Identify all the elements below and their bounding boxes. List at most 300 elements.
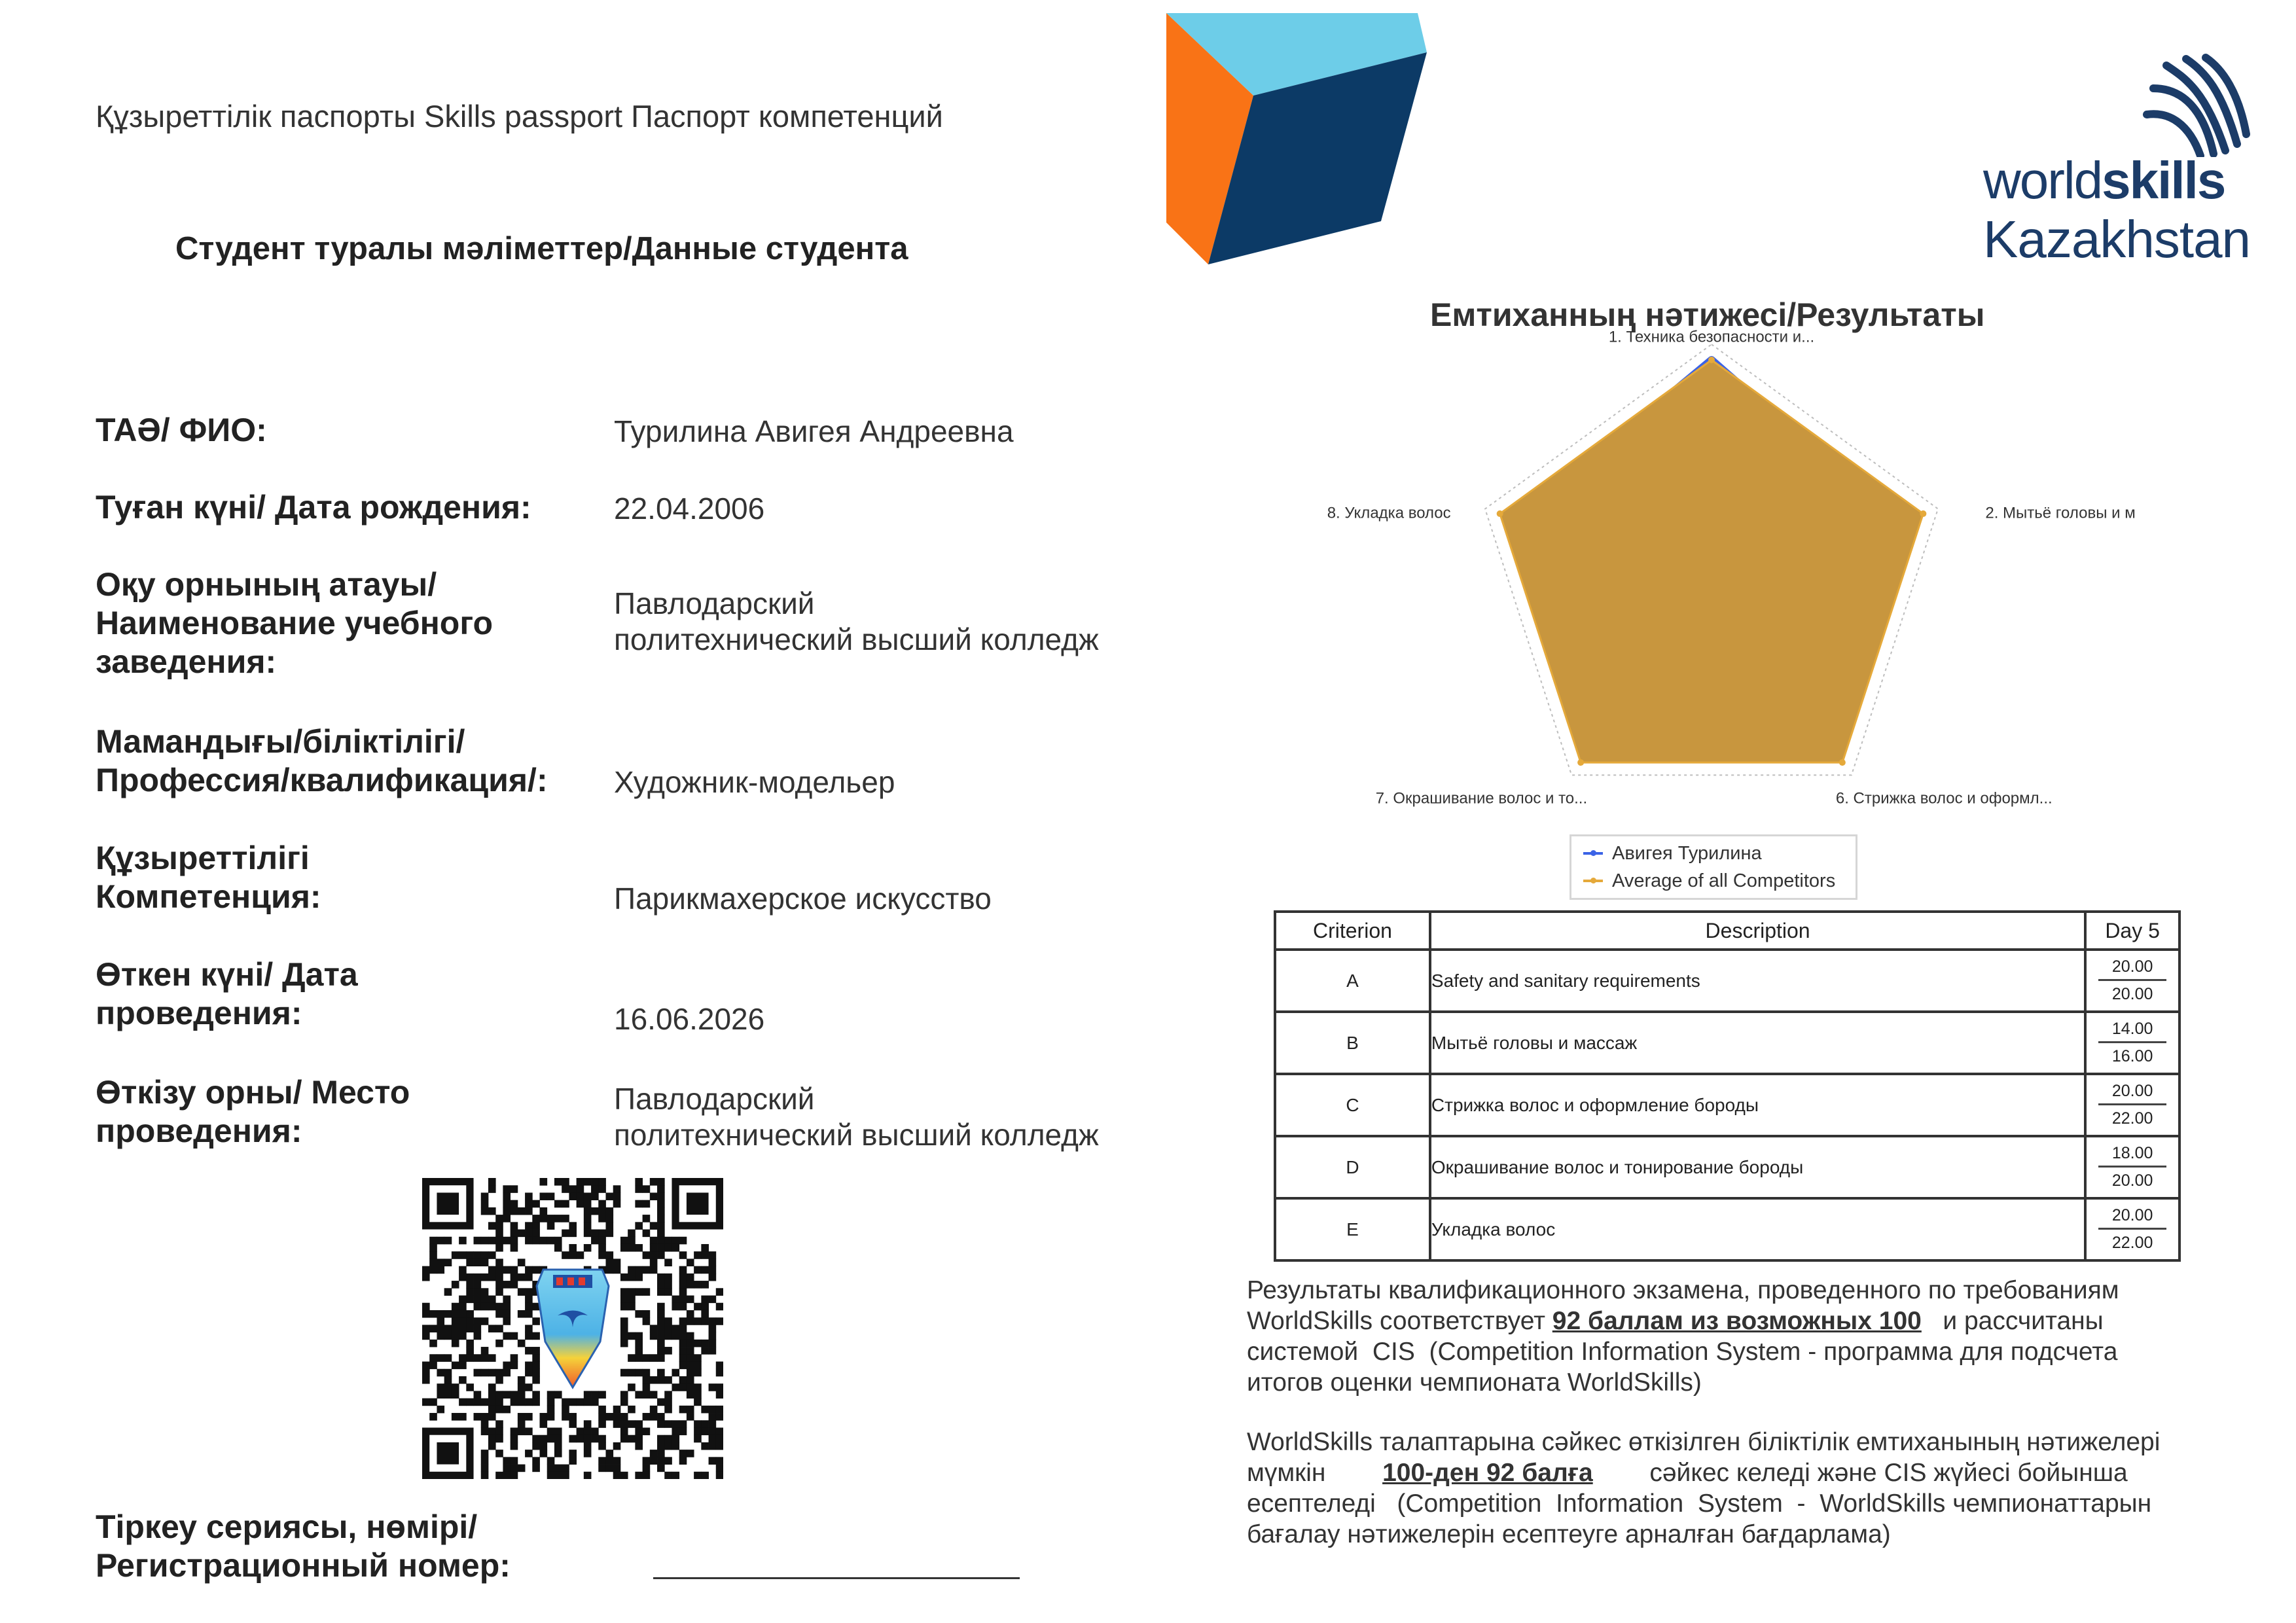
qr-module [679,1251,687,1259]
qr-module [584,1230,592,1238]
qr-module [429,1266,437,1274]
qr-module [657,1457,665,1465]
qr-module [422,1361,430,1369]
qr-module [635,1310,643,1318]
criterion-description: Safety and sanitary requirements [1430,950,2085,1012]
qr-module [474,1303,482,1311]
criteria-table [1274,910,2181,1262]
qr-module [635,1442,643,1450]
qr-module [503,1465,511,1472]
criterion-score-cell [2085,1074,2179,1136]
qr-module [562,1472,569,1479]
criterion-code: E [1275,1198,1430,1260]
criterion-max: 22.00 [2111,1109,2153,1128]
qr-module [481,1450,489,1457]
criterion-max: 20.00 [2111,985,2153,1003]
qr-module [554,1472,562,1479]
qr-module [709,1258,717,1266]
qr-module [605,1450,613,1457]
qr-module [664,1435,672,1443]
qr-module [437,1332,444,1340]
qr-module [488,1266,496,1274]
qr-module [687,1317,694,1325]
qr-module [518,1258,526,1266]
qr-module [716,1442,723,1450]
qr-module [452,1383,459,1391]
qr-module [598,1406,606,1414]
qr-module [643,1200,651,1208]
qr-module [664,1237,672,1245]
qr-module [562,1230,569,1238]
qr-module [562,1215,569,1222]
qr-module [474,1258,482,1266]
qr-module [591,1178,599,1186]
qr-module [547,1465,555,1472]
qr-module [495,1258,503,1266]
qr-module [709,1251,717,1259]
qr-module [518,1207,526,1215]
qr-module [540,1435,548,1443]
qr-module [584,1215,592,1222]
qr-module [598,1457,606,1465]
qr-module [444,1369,452,1377]
date-label [96,955,358,1033]
worldskills-logo [1983,52,2258,268]
qr-module [577,1435,584,1443]
qr-module [694,1281,702,1289]
qr-module [466,1340,474,1347]
qr-module [605,1251,613,1259]
qr-module [650,1450,658,1457]
qr-module [481,1258,489,1266]
qr-module [429,1361,437,1369]
institution-label-line: заведения: [96,643,277,680]
cube-icon [1165,12,1440,268]
qr-module [429,1310,437,1318]
qr-module [488,1427,496,1435]
qr-module [694,1427,702,1435]
profession-label-line: Мамандығы/біліктілігі/ [96,723,465,760]
place-value [614,1081,1099,1153]
qr-module [650,1413,658,1421]
qr-module [518,1340,526,1347]
qr-module [679,1427,687,1435]
qr-module [657,1369,665,1377]
place-value-line: политехнический высший колледж [614,1118,1099,1152]
qr-module [620,1274,628,1281]
qr-module [562,1178,569,1186]
qr-module [664,1399,672,1406]
qr-module [562,1200,569,1208]
qr-module [532,1391,540,1399]
qr-module [459,1354,467,1362]
qr-module [657,1230,665,1238]
qr-module [643,1251,651,1259]
qr-module [620,1244,628,1252]
qr-module [701,1427,709,1435]
qr-module [679,1317,687,1325]
qr-module [532,1465,540,1472]
qr-module [459,1332,467,1340]
summary-ru-score-text: 92 баллам из возможных 100 [1552,1307,1922,1335]
qr-module [511,1361,518,1369]
date-value: 16.06.2026 [614,1002,765,1036]
qr-module [635,1274,643,1281]
qr-module [701,1347,709,1355]
chart-legend [1570,834,1857,900]
qr-module [650,1192,658,1200]
qr-module [613,1413,621,1421]
qr-module [709,1406,717,1414]
qr-module [701,1420,709,1428]
qr-module [664,1376,672,1384]
qr-module [716,1383,723,1391]
qr-module [664,1325,672,1332]
criterion-score: 14.00 [2098,1020,2166,1043]
table-row [1275,1074,2179,1136]
qr-module [628,1230,636,1238]
qr-module [584,1391,592,1399]
criterion-description: Стрижка волос и оформление бороды [1430,1074,2085,1136]
qr-module [687,1376,694,1384]
qr-module [643,1383,651,1391]
qr-finder [437,1192,459,1215]
qr-module [598,1207,606,1215]
qr-module [605,1258,613,1266]
qr-module [694,1361,702,1369]
qr-module [605,1230,613,1238]
fio-value: Турилина Авигея Андреевна [614,414,1014,448]
qr-module [488,1354,496,1362]
qr-module [605,1413,613,1421]
qr-module [591,1427,599,1435]
qr-module [540,1192,548,1200]
qr-module [613,1465,621,1472]
qr-module [679,1450,687,1457]
criterion-max: 16.00 [2111,1047,2153,1065]
qr-module [657,1303,665,1311]
qr-module [532,1369,540,1377]
qr-module [613,1185,621,1193]
qr-module [481,1354,489,1362]
qr-module [518,1310,526,1318]
qr-module [577,1200,584,1208]
qr-module [554,1465,562,1472]
qr-module [554,1435,562,1443]
qr-module [650,1332,658,1340]
qr-module [598,1465,606,1472]
qr-module [598,1420,606,1428]
fio-label: ТАӘ/ ФИО: [96,412,267,448]
qr-module [429,1258,437,1266]
qr-module [481,1288,489,1296]
qr-module [628,1332,636,1340]
qr-module [518,1391,526,1399]
qr-module [437,1406,444,1414]
qr-module [598,1391,606,1399]
qr-module [503,1303,511,1311]
qr-module [495,1230,503,1238]
qr-module [437,1266,444,1274]
qr-module [459,1296,467,1304]
reg-label-line: Тіркеу сериясы, нөмірі/ [96,1508,478,1545]
qr-module [628,1406,636,1414]
qr-module [495,1215,503,1222]
qr-module [488,1325,496,1332]
qr-module [687,1391,694,1399]
qr-module [584,1222,592,1230]
qr-module [554,1244,562,1252]
criterion-description: Укладка волос [1430,1198,2085,1260]
summary-kz-score [1382,1459,1593,1487]
qr-module [532,1457,540,1465]
qr-module [532,1237,540,1245]
qr-module [481,1192,489,1200]
qr-module [532,1354,540,1362]
qr-module [598,1230,606,1238]
qr-module [511,1332,518,1340]
qr-module [481,1347,489,1355]
institution-label-line: Наименование учебного [96,605,493,641]
qr-module [687,1281,694,1289]
qr-module [547,1222,555,1230]
summary-ru [1247,1275,2119,1398]
qr-module [540,1450,548,1457]
qr-module [635,1222,643,1230]
qr-module [532,1230,540,1238]
qr-module [598,1413,606,1421]
qr-module [657,1317,665,1325]
date-label-line: Өткен күні/ Дата [96,956,358,993]
qr-module [657,1347,665,1355]
qr-module [444,1391,452,1399]
qr-module [716,1317,723,1325]
qr-module [643,1185,651,1193]
qr-module [466,1310,474,1318]
qr-module [422,1369,430,1377]
qr-module [620,1413,628,1421]
qr-module [694,1472,702,1479]
qr-module [620,1317,628,1325]
qr-module [503,1406,511,1414]
criterion-code: A [1275,950,1430,1012]
qr-module [459,1376,467,1384]
summary-kz-line: бағалау нәтижелерін есептеуге арналған бағдарлама) [1247,1520,1891,1548]
qr-module [452,1332,459,1340]
competence-value: Парикмахерское искусство [614,882,992,916]
qr-module [694,1251,702,1259]
qr-code[interactable] [422,1178,723,1479]
qr-module [488,1303,496,1311]
competence-label-line: Компетенция: [96,878,321,915]
qr-module [437,1325,444,1332]
qr-module [577,1192,584,1200]
qr-module [643,1266,651,1274]
qr-module [664,1442,672,1450]
qr-module [511,1207,518,1215]
qr-module [577,1399,584,1406]
qr-module [429,1399,437,1406]
qr-module [679,1406,687,1414]
qr-module [503,1391,511,1399]
table-header-criterion: Criterion [1275,912,1430,950]
institution-label [96,565,493,681]
qr-module [620,1237,628,1245]
qr-module [679,1354,687,1362]
qr-module [643,1288,651,1296]
qr-module [628,1266,636,1274]
qr-module [488,1406,496,1414]
qr-module [540,1442,548,1450]
qr-module [650,1244,658,1252]
qr-module [635,1266,643,1274]
qr-module [488,1369,496,1377]
qr-module [511,1427,518,1435]
summary-kz [1247,1427,2160,1550]
qr-module [628,1354,636,1362]
qr-module [562,1185,569,1193]
qr-module [495,1237,503,1245]
qr-module [444,1237,452,1245]
qr-module [503,1266,511,1274]
radar-point [1839,759,1846,766]
qr-module [466,1258,474,1266]
qr-module [474,1325,482,1332]
qr-module [643,1369,651,1377]
qr-module [429,1354,437,1362]
qr-module [511,1399,518,1406]
qr-module [679,1332,687,1340]
summary-ru-line: системой CIS (Competition Information System - программа для подсчета [1247,1338,2118,1366]
qr-module [687,1310,694,1318]
qr-module [474,1369,482,1377]
qr-module [635,1200,643,1208]
qr-module [437,1317,444,1325]
criterion-code: D [1275,1136,1430,1198]
qr-module [679,1340,687,1347]
qr-module [620,1369,628,1377]
qr-module [429,1237,437,1245]
summary-ru-line [1247,1306,2119,1336]
qr-module [511,1457,518,1465]
qr-module [591,1435,599,1443]
qr-module [657,1325,665,1332]
qr-module [716,1303,723,1311]
qr-module [511,1391,518,1399]
legend-marker-average [1583,880,1603,882]
table-header-row [1275,912,2179,950]
qr-module [547,1413,555,1421]
qr-module [613,1258,621,1266]
qr-module [709,1266,717,1274]
qr-module [511,1266,518,1274]
qr-module [650,1222,658,1230]
qr-module [437,1369,444,1377]
legend-label-average: Average of all Competitors [1612,870,1836,891]
qr-module [657,1413,665,1421]
qr-module [635,1369,643,1377]
qr-module [709,1340,717,1347]
qr-module [569,1222,577,1230]
qr-module [547,1399,555,1406]
qr-module [525,1383,533,1391]
qr-module [474,1413,482,1421]
qr-module [503,1207,511,1215]
qr-module [459,1325,467,1332]
qr-module [525,1237,533,1245]
qr-module [701,1317,709,1325]
criterion-max: 20.00 [2111,1171,2153,1190]
summary-ru-text: и рассчитаны [1921,1307,2104,1335]
qr-module [474,1391,482,1399]
qr-module [481,1427,489,1435]
qr-module [452,1325,459,1332]
qr-module [488,1391,496,1399]
qr-module [532,1347,540,1355]
qr-module [495,1310,503,1318]
qr-module [584,1200,592,1208]
qr-module [687,1383,694,1391]
qr-module [503,1310,511,1318]
qr-module [664,1317,672,1325]
qr-module [620,1435,628,1443]
qr-module [503,1317,511,1325]
qr-module [679,1376,687,1384]
qr-module [657,1442,665,1450]
qr-module [532,1361,540,1369]
qr-module [694,1391,702,1399]
qr-module [605,1222,613,1230]
qr-module [605,1207,613,1215]
qr-module [657,1340,665,1347]
qr-module [525,1266,533,1274]
qr-module [540,1215,548,1222]
qr-module [716,1413,723,1421]
qr-module [511,1237,518,1245]
qr-module [503,1237,511,1245]
qr-module [584,1435,592,1443]
qr-module [481,1369,489,1377]
qr-module [577,1427,584,1435]
institution-value [614,586,1099,658]
qr-module [709,1325,717,1332]
qr-module [679,1347,687,1355]
qr-module [657,1251,665,1259]
qr-module [481,1420,489,1428]
qr-module [635,1185,643,1193]
qr-module [503,1361,511,1369]
qr-module [511,1230,518,1238]
qr-module [650,1354,658,1362]
qr-module [459,1266,467,1274]
qr-module [672,1332,679,1340]
qr-module [701,1442,709,1450]
qr-module [643,1354,651,1362]
qr-module [422,1332,430,1340]
qr-module [643,1376,651,1384]
radar-chart [1237,327,2186,916]
qr-module [694,1369,702,1377]
qr-module [657,1465,665,1472]
qr-module [547,1472,555,1479]
radar-axis-label: 1. Техника безопасности и... [1608,328,1815,346]
logo-wordmark-line1: worldskills [1983,151,2225,209]
qr-module [650,1457,658,1465]
qr-module [525,1361,533,1369]
qr-module [459,1413,467,1421]
qr-module [554,1427,562,1435]
qr-module [495,1274,503,1281]
